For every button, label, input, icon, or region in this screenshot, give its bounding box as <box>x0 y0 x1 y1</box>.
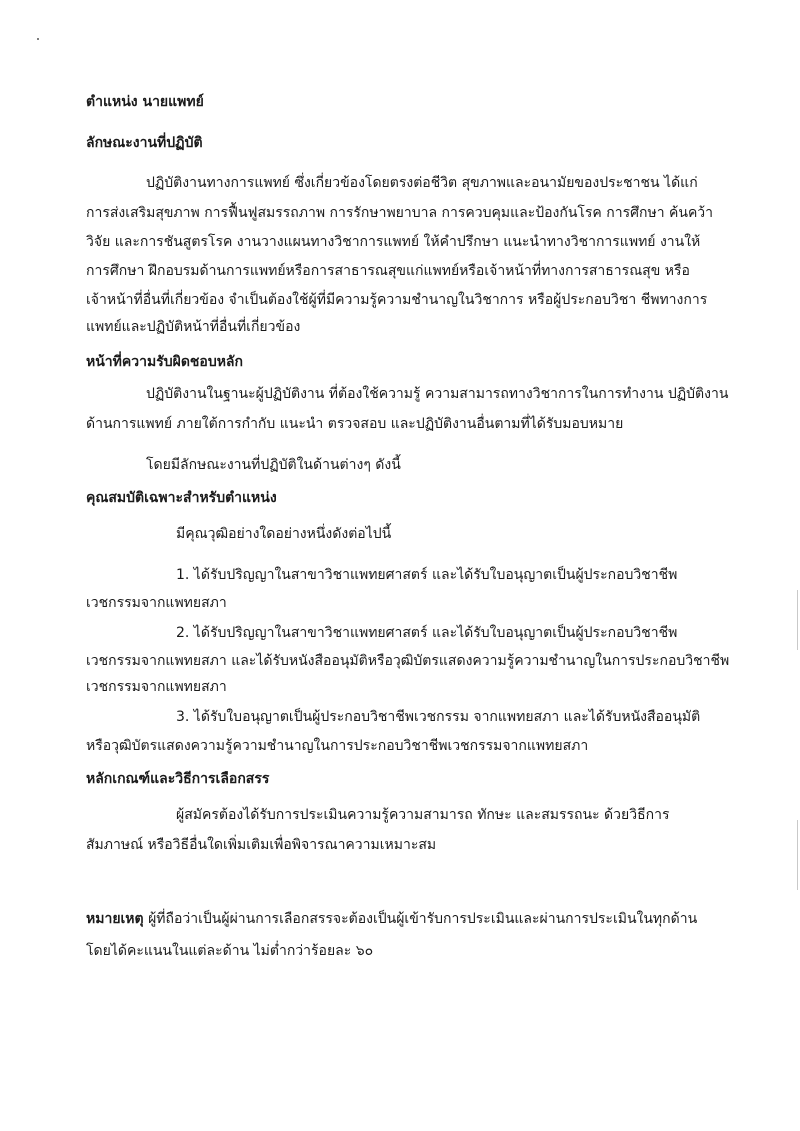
scan-edge-mark <box>797 820 798 890</box>
job-description-line: วิจัย และการชันสูตรโรค งานวางแผนทางวิชาการแพทย์ ให้คำปรึกษา แนะนำทางวิชาการแพทย์ งานให้ <box>86 234 701 250</box>
remark-label: หมายเหตุ <box>86 911 144 927</box>
selection-line: ผู้สมัครต้องได้รับการประเมินความรู้ความสามารถ ทักษะ และสมรรถนะ ด้วยวิธีการ <box>176 807 670 823</box>
job-description-heading: ลักษณะงานที่ปฏิบัติ <box>86 135 203 151</box>
responsibilities-heading: หน้าที่ความรับผิดชอบหลัก <box>86 354 243 370</box>
scan-edge-mark <box>797 590 798 650</box>
qualification-item-line: หรือวุฒิบัตรแสดงความรู้ความชำนาญในการประกอบวิชาชีพเวชกรรมจากแพทยสภา <box>86 738 589 754</box>
qualifications-intro: มีคุณวุฒิอย่างใดอย่างหนึ่งดังต่อไปนี้ <box>176 526 392 542</box>
remark-line <box>86 910 697 928</box>
position-value: นายแพทย์ <box>142 94 204 110</box>
responsibilities-line: ด้านการแพทย์ ภายใต้การกำกับ แนะนำ ตรวจสอบ และปฏิบัติงานอื่นตามที่ได้รับมอบหมาย <box>86 416 624 432</box>
remark-line-2: โดยได้คะแนนในแต่ละด้าน ไม่ต่ำกว่าร้อยละ ๖๐ <box>86 943 374 959</box>
qualification-item-line: เวชกรรมจากแพทยสภา <box>86 679 227 695</box>
selection-line: สัมภาษณ์ หรือวิธีอื่นใดเพิ่มเติมเพื่อพิจารณาความเหมาะสม <box>86 837 437 853</box>
job-description-line: การส่งเสริมสุขภาพ การฟื้นฟูสมรรถภาพ การรักษาพยาบาล การควบคุมและป้องกันโรค การศึกษา ค้นคว้า <box>86 205 714 221</box>
qualification-item-line: 3. ได้รับใบอนุญาตเป็นผู้ประกอบวิชาชีพเวชกรรม จากแพทยสภา และได้รับหนังสืออนุมัติ <box>176 709 701 725</box>
responsibilities-line: ปฏิบัติงานในฐานะผู้ปฏิบัติงาน ที่ต้องใช้ความรู้ ความสามารถทางวิชาการในการทำงาน ปฏิบัติงาน <box>146 386 729 402</box>
selection-heading: หลักเกณฑ์และวิธีการเลือกสรร <box>86 771 270 787</box>
job-description-line: เจ้าหน้าที่อื่นที่เกี่ยวข้อง จำเป็นต้องใช้ผู้ที่มีความรู้ความชำนาญในวิชาการ หรือผู้ประกอบวิชา ชีพทางการ <box>86 292 708 308</box>
qualification-item-line: เวชกรรมจากแพทยสภา และได้รับหนังสืออนุมัติหรือวุฒิบัตรแสดงความรู้ความชำนาญในการประกอบวิชาชีพ <box>86 653 730 669</box>
job-description-line: ปฏิบัติงานทางการแพทย์ ซึ่งเกี่ยวข้องโดยตรงต่อชีวิต สุขภาพและอนามัยของประชาชน ได้แก่ <box>146 175 698 191</box>
qualification-item-line: 2. ได้รับปริญญาในสาขาวิชาแพทยศาสตร์ และได้รับใบอนุญาตเป็นผู้ประกอบวิชาชีพ <box>176 625 678 641</box>
position-line <box>86 93 204 111</box>
remark-text: ผู้ที่ถือว่าเป็นผู้ผ่านการเลือกสรรจะต้องเป็นผู้เข้ารับการประเมินและผ่านการประเมินในทุกด้าน <box>148 911 698 927</box>
responsibilities-note: โดยมีลักษณะงานที่ปฏิบัติในด้านต่างๆ ดังนี้ <box>146 457 401 473</box>
position-label: ตำแหน่ง <box>86 94 138 110</box>
qualification-item-line: เวชกรรมจากแพทยสภา <box>86 595 227 611</box>
job-description-line: การศึกษา ฝึกอบรมด้านการแพทย์หรือการสาธารณสุขแก่แพทย์หรือเจ้าหน้าที่ทางการสาธารณสุข หรือ <box>86 263 690 279</box>
job-description-line: แพทย์และปฏิบัติหน้าที่อื่นที่เกี่ยวข้อง <box>86 319 301 335</box>
scan-speck <box>37 38 39 40</box>
qualifications-heading: คุณสมบัติเฉพาะสำหรับตำแหน่ง <box>86 490 277 506</box>
qualification-item-line: 1. ได้รับปริญญาในสาขาวิชาแพทยศาสตร์ และได้รับใบอนุญาตเป็นผู้ประกอบวิชาชีพ <box>176 567 678 583</box>
